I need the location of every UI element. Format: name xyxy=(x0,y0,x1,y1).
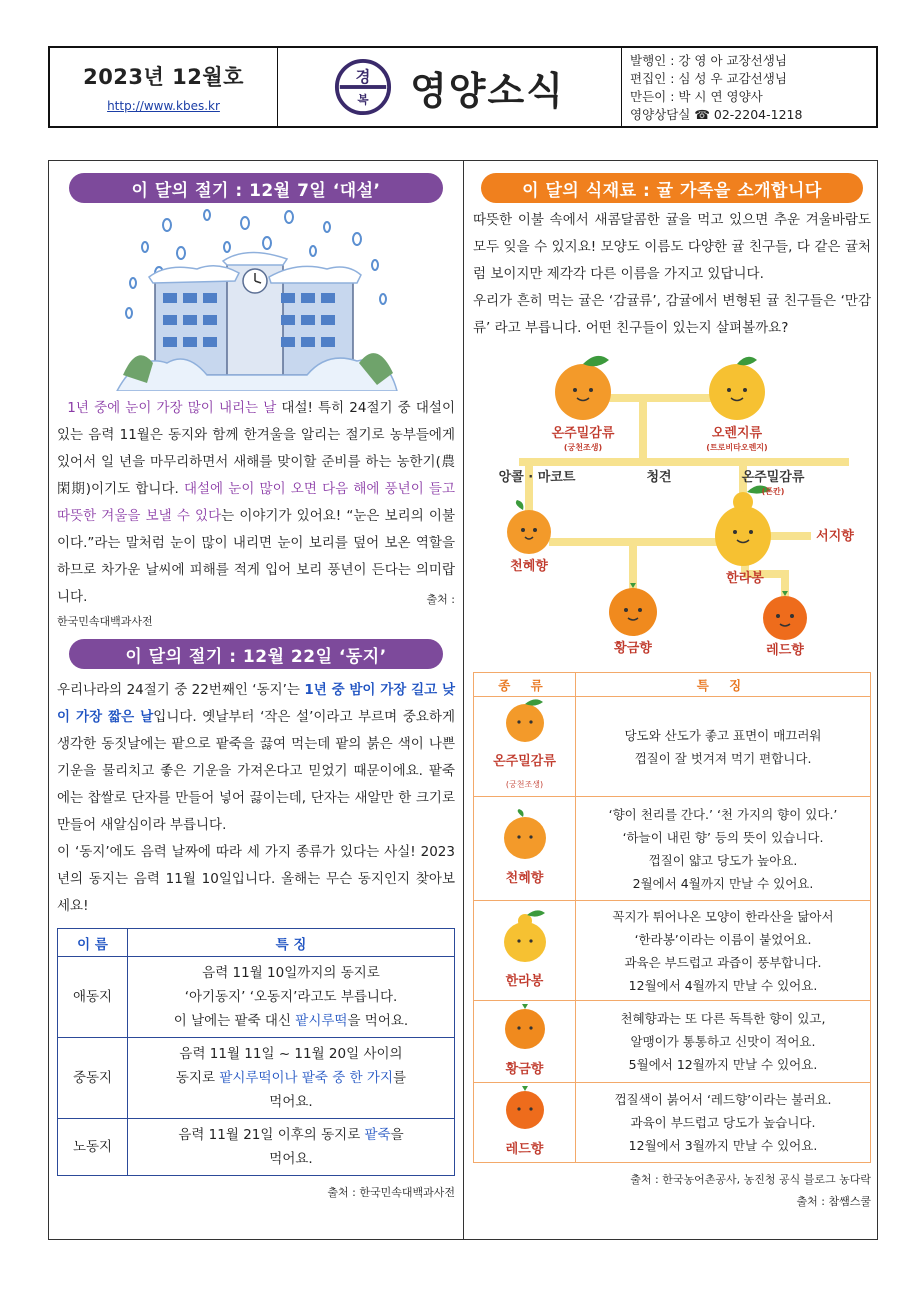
left-column xyxy=(57,173,455,1200)
feature-line: 음력 11월 10일까지의 동지로 xyxy=(202,965,380,981)
feature-line: 먹어요. xyxy=(269,1151,313,1167)
daeseol-source: 한국민속대백과사전 xyxy=(57,615,153,628)
table-row xyxy=(474,901,871,1001)
feature-text: 을 xyxy=(390,1127,404,1143)
feature-highlight: 팥시루떡 xyxy=(295,1013,348,1029)
table-row xyxy=(474,697,871,797)
red-tree-icon xyxy=(763,591,807,640)
staff-editor: 편집인 : 심 성 우 교감선생님 xyxy=(630,71,787,86)
onju-icon xyxy=(495,697,555,743)
daeseol-heading: 이 달의 절기 : 12월 7일 ‘대설’ xyxy=(69,173,443,203)
title-box xyxy=(278,48,622,126)
fruit-icon-cell xyxy=(474,1001,576,1083)
feature-line xyxy=(134,1066,448,1090)
citrus-heading: 이 달의 식재료 : 귤 가족을 소개합니다 xyxy=(481,173,863,203)
feature-text: 음력 11월 21일 이후의 동지로 xyxy=(178,1127,365,1143)
issue-box xyxy=(50,48,278,126)
tree-onju-label: 온주밀감류 xyxy=(551,426,615,441)
tree-hwanggeum-label: 황금향 xyxy=(614,641,652,656)
red-icon xyxy=(495,1085,555,1131)
fruit-name: 천혜향 xyxy=(505,870,544,886)
feature-line: 과육이 부드럽고 당도가 높습니다. xyxy=(630,1115,816,1130)
tree-red-label: 레드향 xyxy=(766,643,804,658)
dongji-heading: 이 달의 절기 : 12월 22일 ‘동지’ xyxy=(69,639,443,669)
tree-hallabong-label: 한라봉 xyxy=(726,571,764,586)
citrus-paragraph-2: 우리가 흔히 먹는 귤은 ‘감귤류’, 감귤에서 변형된 귤 친구들은 ‘만감류’ 라고 부릅니다. 어떤 친구들이 있는지 살펴볼까요? xyxy=(473,293,871,336)
staff-box xyxy=(622,48,876,126)
fruit-feature xyxy=(576,797,871,901)
fruit-icon-cell xyxy=(474,797,576,901)
fruit-name: 황금향 xyxy=(505,1061,544,1077)
feature-line: 당도와 산도가 좋고 표면이 매끄러워 xyxy=(624,727,822,743)
onju-tree-icon xyxy=(555,356,611,420)
table-row xyxy=(474,1001,871,1083)
hwanggeum-icon xyxy=(495,1003,555,1051)
feature-line: 12월에서 4월까지 만날 수 있어요. xyxy=(628,977,818,993)
issue-label: 2023년 12월호 xyxy=(83,65,244,89)
table-row xyxy=(58,1119,455,1176)
table-row xyxy=(474,1083,871,1163)
hallabong-icon xyxy=(495,909,555,963)
table-header-row xyxy=(58,929,455,957)
tree-ankle-label: 앙콜 · 마코트 xyxy=(498,470,576,485)
tree-orange-sub: (트로비타오렌지) xyxy=(706,443,768,452)
fruit-feature xyxy=(576,901,871,1001)
fruit-icon-cell xyxy=(474,901,576,1001)
feature-line xyxy=(134,1009,448,1033)
dongji-source: 출처 : 한국민속대백과사전 xyxy=(327,1186,455,1199)
school-url-link[interactable]: http://www.kbes.kr xyxy=(107,99,220,113)
feature-line: 꼭지가 튀어나온 모양이 한라산을 닮아서 xyxy=(612,908,834,924)
feature-line: 알맹이가 통통하고 신맛이 적어요. xyxy=(630,1034,816,1049)
logo-top-text: 경 xyxy=(355,68,371,87)
feature-line: 음력 11월 11일 ~ 11월 20일 사이의 xyxy=(179,1046,403,1062)
row-name: 중동지 xyxy=(58,1038,128,1119)
cheonhye-icon xyxy=(495,808,555,860)
tree-onju-sub: (궁천조생) xyxy=(563,443,603,452)
feature-line xyxy=(134,1123,448,1147)
feature-line: ‘하늘이 내린 향’ 등의 뜻이 있습니다. xyxy=(622,829,824,845)
col-header-feature: 특 징 xyxy=(576,673,871,697)
fruit-name: 레드향 xyxy=(505,1141,544,1157)
fruit-name: 온주밀감류 xyxy=(493,754,556,769)
citrus-source-2: 출처 : 참쌤스쿨 xyxy=(796,1195,871,1208)
feature-line: 5월에서 12월까지 만날 수 있어요. xyxy=(628,1057,818,1072)
daeseol-highlight-2: 대설에 눈이 많이 오면 다음 해에 풍년이 들고 따뜻한 겨울을 보낼 수 있다 xyxy=(57,481,455,524)
row-feature xyxy=(128,1038,455,1119)
newsletter-title: 영양소식 xyxy=(410,68,565,113)
school-logo xyxy=(334,58,392,116)
table-row xyxy=(474,797,871,901)
fruit-icon-cell xyxy=(474,1083,576,1163)
citrus-family-tree xyxy=(473,342,871,664)
daeseol-source-label: 출처 : xyxy=(426,593,455,606)
tree-onju2-sub: (폰칸) xyxy=(761,487,785,496)
dongji-paragraph-2: 이 ‘동지’에도 음력 날짜에 따라 세 가지 종류가 있다는 사실! 2023년의 동지는 음력 11월 10일입니다. 올해는 무슨 동지인지 찾아보세요! xyxy=(57,844,455,914)
orange-tree-icon xyxy=(709,357,765,420)
feature-line: ‘한라봉’이라는 이름이 붙었어요. xyxy=(634,931,812,947)
fruit-feature xyxy=(576,1001,871,1083)
tree-cheonhye-label: 천혜향 xyxy=(510,559,548,574)
feature-line: ‘향이 천리를 간다.’ ‘천 가지의 향이 있다.’ xyxy=(608,806,838,822)
dongji-text-a: 우리나라의 24절기 중 22번째인 ‘동지’는 xyxy=(57,682,305,698)
dongji-types-table xyxy=(57,928,455,1176)
fruit-feature xyxy=(576,1083,871,1163)
feature-highlight: 팥시루떡이나 팥죽 중 한 가지 xyxy=(219,1070,394,1086)
row-feature xyxy=(128,957,455,1038)
feature-line: 껍질이 잘 벗겨져 먹기 편합니다. xyxy=(634,750,812,766)
fruit-name: 한라봉 xyxy=(505,973,544,989)
masthead xyxy=(48,46,878,128)
column-divider xyxy=(463,161,464,1239)
daeseol-highlight-1: 1년 중에 눈이 가장 많이 내리는 날 xyxy=(67,400,277,416)
hwanggeum-tree-icon xyxy=(609,583,657,636)
feature-line: 껍질색이 붉어서 ‘레드향’이라는 불러요. xyxy=(614,1092,832,1107)
tree-onju2-label: 온주밀감류 xyxy=(741,470,805,485)
hallabong-tree-icon xyxy=(715,485,771,566)
tree-seojihyang-label: 서지향 xyxy=(816,529,854,544)
content-frame xyxy=(48,160,878,1240)
table-header-row xyxy=(474,673,871,697)
table-row xyxy=(58,957,455,1038)
feature-line: 과육은 부드럽고 과즙이 풍부합니다. xyxy=(624,954,822,970)
feature-text: 이 날에는 팥죽 대신 xyxy=(173,1013,296,1029)
staff-publisher: 발행인 : 강 영 아 교장선생님 xyxy=(630,53,787,68)
feature-line: 천혜향과는 또 다른 독특한 향이 있고, xyxy=(620,1011,826,1026)
right-column xyxy=(473,173,871,1209)
feature-text: 을 먹어요. xyxy=(347,1013,409,1029)
feature-line: 껍질이 얇고 당도가 높아요. xyxy=(648,852,798,868)
logo-bottom-text: 복 xyxy=(357,92,369,107)
col-header-name: 이 름 xyxy=(58,929,128,957)
feature-line: 먹어요. xyxy=(269,1094,313,1110)
feature-highlight: 팥죽 xyxy=(364,1127,391,1143)
col-header-type: 종 류 xyxy=(474,673,576,697)
feature-line: ‘아기동지’ ‘오동지’라고도 부릅니다. xyxy=(184,989,398,1005)
staff-phone: 영양상담실 ☎ 02-2204-1218 xyxy=(630,107,803,122)
row-feature xyxy=(128,1119,455,1176)
tree-cheonggyeon-label: 청견 xyxy=(646,470,672,485)
fruit-feature xyxy=(576,697,871,797)
citrus-paragraph-1: 따뜻한 이불 속에서 새콤달콤한 귤을 먹고 있으면 추운 겨울바람도 모두 잊을 수 있지요! 모양도 이름도 다양한 귤 친구들, 다 같은 귤처럼 보이지만 제각각 다른 이름을 가지고 있답니다. xyxy=(473,212,871,282)
feature-line: 2월에서 4월까지 만날 수 있어요. xyxy=(632,875,814,891)
staff-author: 만든이 : 박 시 연 영양사 xyxy=(630,89,763,104)
col-header-feature: 특 징 xyxy=(128,929,455,957)
fruit-sub: (궁천조생) xyxy=(505,780,544,789)
feature-line: 12월에서 3월까지 만날 수 있어요. xyxy=(628,1138,818,1153)
citrus-types-table xyxy=(473,672,871,1163)
daeseol-text-a: 대설! 특히 24절기 중 대설이 있는 음력 11월은 동지와 함께 한겨울을 알리는 절기로 농부들에게 있어서 일 년을 마무리하면서 새해를 맞이할 준비를 하는 농한기(農閑期)이기도 합니다. xyxy=(57,400,455,497)
tree-orange-label: 오렌지류 xyxy=(711,426,763,441)
snowy-school-illustration xyxy=(57,203,455,391)
row-name: 노동지 xyxy=(58,1119,128,1176)
feature-text: 를 xyxy=(393,1070,407,1086)
dongji-paragraph-1 xyxy=(57,677,455,839)
table-row xyxy=(58,1038,455,1119)
fruit-icon-cell xyxy=(474,697,576,797)
citrus-source-1: 출처 : 한국농어촌공사, 농진청 공식 블로그 농다락 xyxy=(630,1173,871,1186)
dongji-highlight: 1년 중 밤이 가장 길고 낮이 가장 짧은 날 xyxy=(57,682,455,725)
daeseol-paragraph xyxy=(57,395,455,611)
row-name: 애동지 xyxy=(58,957,128,1038)
daeseol-text-b: 는 이야기가 있어요! “눈은 보리의 이불이다.”라는 말처럼 눈이 많이 내리면 눈이 보리를 덮어 보온 역할을 하므로 차가운 날씨에 피해를 적게 입어 보리 풍년이 든다는 의미랍니다. xyxy=(57,508,455,605)
dongji-text-b: 입니다. 옛날부터 ‘작은 설’이라고 부르며 중요하게 생각한 동짓날에는 팥으로 팥죽을 끓여 먹는데 팥의 붉은 색이 나쁜 기운을 물리치고 좋은 기운을 가져온다고 믿었기 때문이에요. 팥죽에는 찹쌀로 단자를 만들어 넣어 끓이는데, 단자는 새알만 한 크기로 만들어 새알심이라 부릅니다. xyxy=(57,709,455,833)
feature-text: 동지로 xyxy=(175,1070,220,1086)
